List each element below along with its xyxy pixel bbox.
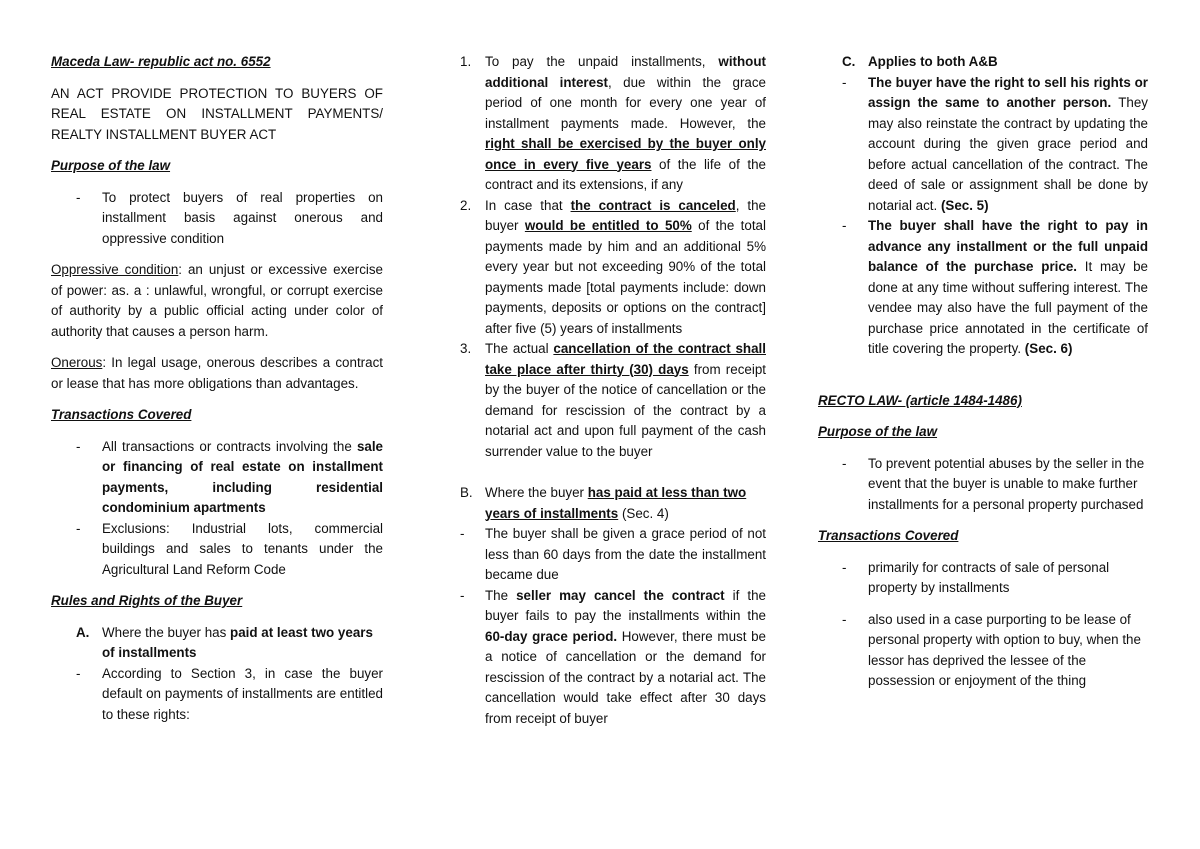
maceda-law-heading: Maceda Law- republic act no. 6552: [51, 54, 271, 69]
recto-purpose-text: To prevent potential abuses by the seller in the event that the buyer is unable to make further installments for a personal property purchased: [868, 455, 1145, 512]
numbered-item-2: [460, 196, 766, 340]
transactions-text-2: Exclusions: Industrial lots, commercial buildings and sales to tenants under the Agricultural Land Reform Code: [102, 520, 383, 577]
numbered-item-1: [460, 52, 766, 196]
n2-underline-bold: the contract is canceled: [570, 197, 736, 213]
transactions-heading: Transactions Covered: [51, 407, 192, 422]
onerous-def: : In legal usage, onerous describes a contract or lease that has more obligations than advantages.: [51, 355, 383, 391]
transactions-bullet-1: [51, 437, 383, 519]
n2-text: , the buyer: [485, 197, 766, 233]
b2-bold: 60-day grace period.: [485, 628, 618, 644]
column-1: [51, 52, 383, 725]
act-title: AN ACT PROVIDE PROTECTION TO BUYERS OF REAL ESTATE ON INSTALLMENT PAYMENTS/ REALTY INSTALLMENT BUYER ACT: [51, 85, 383, 142]
recto-law-heading: RECTO LAW- (article 1484-1486): [818, 392, 1022, 408]
dash-marker: -: [76, 665, 81, 681]
letter-marker-c: C.: [842, 54, 856, 69]
dash-marker: -: [842, 218, 847, 233]
item-c-title: Applies to both A&B: [868, 54, 998, 69]
numbered-item-3-text: [485, 339, 766, 462]
number-marker-2: 2.: [460, 197, 472, 213]
item-a-sub-text: According to Section 3, in case the buyer default on payments of installments are entitled to these rights:: [102, 665, 383, 722]
c2-text: It may be done at any time without suffering interest. The vendee may also have the full payment of the purchase price annotated in the certificate of title covering the property.: [868, 259, 1148, 356]
oppressive-term: Oppressive condition: [51, 262, 179, 277]
oppressive-def: : an unjust or excessive exercise of power: as. a : unlawful, wrongful, or corrupt exercise of authority by a public official acting under color of authority that causes a person harm.: [51, 262, 384, 339]
b2-text: However, there must be a notice of cancellation or the demand for rescission of the contract by a notarial act. The cancellation would take effect after 30 days from receipt of buyer: [485, 628, 766, 726]
dash-marker: -: [842, 74, 847, 90]
recto-transactions-heading: Transactions Covered: [818, 528, 959, 543]
n3-underline-bold: cancellation of the contract shall take place after thirty (30) days: [485, 341, 766, 377]
item-a-plain: Where the buyer has: [102, 624, 231, 640]
n1-underline-bold: right shall be exercised by the buyer only once in every five years: [485, 136, 766, 172]
item-b-underline-bold: has paid at less than two years of installments: [485, 485, 747, 521]
item-c-bullet-2-text: [868, 216, 1148, 360]
transactions-text-1-plain: All transactions or contracts involving the: [102, 438, 357, 454]
dash-marker: -: [460, 587, 465, 603]
c1-text: They may also reinstate the contract by updating the account during the given grace period and before actual cancellation of the contract. The deed of sale or assignment shall be done by notarial act.: [868, 95, 1148, 213]
dash-marker: -: [842, 611, 847, 627]
purpose-text: To protect buyers of real properties on installment basis against onerous and oppressive condition: [102, 189, 383, 246]
number-marker-3: 3.: [460, 341, 472, 356]
n1-text: To pay the unpaid installments,: [485, 54, 719, 69]
c2-section-ref: (Sec. 6): [1024, 341, 1073, 356]
item-b-text: [485, 483, 766, 524]
dash-marker: -: [76, 438, 81, 454]
purpose-bullet: [51, 188, 383, 250]
oppressive-definition: [51, 260, 383, 342]
recto-transactions-text-2: also used in a case purporting to be lease of personal property with option to buy, when the lessor has deprived the lessee of the possession or enjoyment of the thing: [868, 611, 1141, 688]
numbered-item-3: [460, 339, 766, 462]
item-b: [460, 483, 766, 524]
item-a-bold: paid at least two years of installments: [102, 624, 373, 660]
c1-section-ref: (Sec. 5): [940, 197, 989, 213]
item-b-plain: (Sec. 4): [618, 505, 669, 521]
n3-text: from receipt by the buyer of the notice of cancellation or the demand for rescission of the contract by a notarial act and upon full payment of the cash surrender value to the buyer: [485, 361, 767, 459]
n1-text: of the life of the contract and its extensions, if any: [485, 156, 766, 192]
onerous-definition: [51, 353, 383, 394]
numbered-item-2-text: [485, 196, 766, 340]
c2-bold: The buyer shall have the right to pay in advance any installment or the full unpaid balance of the purchase price.: [868, 218, 1148, 274]
n3-text: The actual: [485, 341, 554, 356]
c1-bold: The buyer have the right to sell his rights or assign the same to another person.: [868, 74, 1148, 110]
dash-marker: -: [76, 189, 81, 205]
item-a-sub-bullet: [51, 664, 383, 726]
item-b-bullet-2: [460, 586, 766, 730]
item-b-bullet-1: [460, 524, 766, 586]
item-b-bullet-1-text: The buyer shall be given a grace period of not less than 60 days from the date the installment became due: [485, 526, 766, 582]
item-c-bullet-1: [818, 73, 1148, 217]
letter-marker-a: A.: [76, 624, 90, 640]
transactions-bullet-2: [51, 519, 383, 581]
item-c-bullet-2: [818, 216, 1148, 360]
b2-text: if the buyer fails to pay the installments within the: [485, 587, 766, 623]
b2-bold: seller may cancel the contract: [516, 587, 725, 603]
n2-text: In case that: [485, 197, 571, 213]
n1-text: , due within the grace period of one month for every one year of installment payments made. However, the: [485, 74, 766, 131]
item-a-text: [102, 623, 383, 664]
recto-purpose-heading: Purpose of the law: [818, 424, 938, 439]
transactions-text-1: [102, 437, 383, 519]
dash-marker: -: [842, 559, 847, 575]
recto-purpose-bullet: [818, 454, 1148, 516]
n2-text: of the total payments made by him and an additional 5% every year but not exceeding 90% of the total payments made [total payments include: down payments, deposits or options on the contract] after five (5) years of installments: [485, 218, 766, 336]
item-b-plain: Where the buyer: [485, 485, 588, 500]
item-a: [51, 623, 383, 664]
letter-marker-b: B.: [460, 485, 473, 500]
numbered-item-1-text: [485, 52, 766, 196]
item-c-bullet-1-text: [868, 73, 1148, 217]
dash-marker: -: [460, 526, 465, 541]
item-b-bullet-2-text: [485, 586, 766, 730]
rules-heading: Rules and Rights of the Buyer: [51, 593, 243, 608]
dash-marker: -: [842, 455, 847, 471]
b2-text: The: [485, 587, 517, 603]
onerous-term: Onerous: [51, 355, 103, 370]
column-3: [818, 52, 1148, 692]
n2-underline-bold: would be entitled to 50%: [524, 218, 692, 233]
recto-transactions-bullet-1: [818, 558, 1148, 599]
number-marker-1: 1.: [460, 54, 472, 69]
item-c: [818, 52, 1148, 73]
purpose-heading: Purpose of the law: [51, 158, 171, 173]
transactions-text-1-bold: sale or financing of real estate on installment payments, including residential condominium apartments: [102, 438, 383, 515]
column-2: [460, 52, 766, 729]
dash-marker: -: [76, 520, 81, 536]
recto-transactions-text-1: primarily for contracts of sale of personal property by installments: [868, 559, 1110, 595]
n1-bold: without additional interest: [485, 54, 766, 90]
recto-transactions-bullet-2: [818, 610, 1148, 692]
